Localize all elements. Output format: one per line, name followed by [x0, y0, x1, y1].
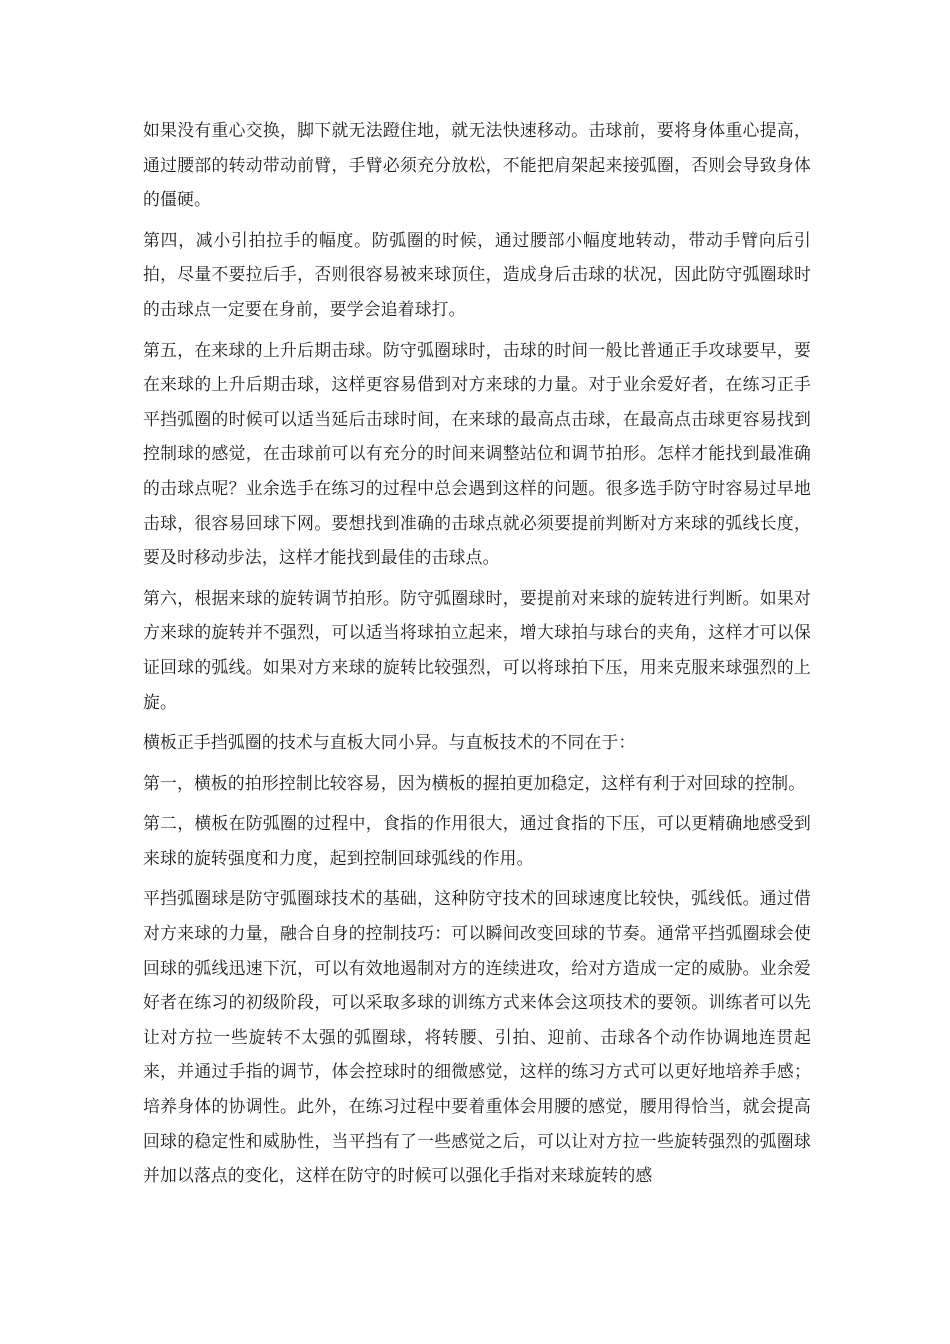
paragraph-1: 如果没有重心交换，脚下就无法蹬住地，就无法快速移动。击球前，要将身体重心提高，通过腰部的转动带动前臂，手臂必须充分放松，不能把肩架起来接弧圈，否则会导致身体的僵硬。	[143, 120, 811, 210]
paragraph-3: 第五，在来球的上升后期击球。防守弧圈球时，击球的时间一般比普通正手攻球要早，要在来球的上升后期击球，这样更容易借到对方来球的力量。对于业余爱好者，在练习正手平挡弧圈的时候可以适当延后击球时间，在来球的最高点击球，在最高点击球更容易找到控制球的感觉，在击球前可以有充分的时间来调整站位和调节拍形。怎样才能找到最准确的击球点呢？业余选手在练习的过程中总会遇到这样的问题。很多选手防守时容易过早地击球，很容易回球下网。要想找到准确的击球点就必须要提前判断对方来球的弧线长度，要及时移动步法，这样才能找到最佳的击球点。	[143, 339, 811, 568]
paragraph-8: 平挡弧圈球是防守弧圈球技术的基础，这种防守技术的回球速度比较快，弧线低。通过借对方来球的力量，融合自身的控制技巧：可以瞬间改变回球的节奏。通常平挡弧圈球会使回球的弧线迅速下沉，可以有效地遏制对方的连续进攻，给对方造成一定的威胁。业余爱好者在练习的初级阶段，可以采取多球的训练方式来体会这项技术的要领。训练者可以先让对方拉一些旋转不太强的弧圈球，将转腰、引拍、迎前、击球各个动作协调地连贯起来，并通过手指的调节，体会控球时的细微感觉，这样的练习方式可以更好地培养手感；培养身体的协调性。此外，在练习过程中要着重体会用腰的感觉，腰用得恰当，就会提高回球的稳定性和威胁性，当平挡有了一些感觉之后，可以让对方拉一些旋转强烈的弧圈球并加以落点的变化，这样在防守的时候可以强化手指对来球旋转的感	[143, 888, 811, 1186]
paragraph-4: 第六，根据来球的旋转调节拍形。防守弧圈球时，要提前对来球的旋转进行判断。如果对方来球的旋转并不强烈，可以适当将球拍立起来，增大球拍与球台的夹角，这样才可以保证回球的弧线。如果对方来球的旋转比较强烈，可以将球拍下压，用来克服来球强烈的上旋。	[143, 587, 811, 712]
paragraph-7: 第二，横板在防弧圈的过程中，食指的作用很大，通过食指的下压，可以更精确地感受到来球的旋转强度和力度，起到控制回球弧线的作用。	[143, 813, 811, 868]
paragraph-2: 第四，减小引拍拉手的幅度。防弧圈的时候，通过腰部小幅度地转动，带动手臂向后引拍，尽量不要拉后手，否则很容易被来球顶住，造成身后击球的状况，因此防守弧圈球时的击球点一定要在身前，要学会追着球打。	[143, 229, 811, 319]
paragraph-5: 横板正手挡弧圈的技术与直板大同小异。与直板技术的不同在于：	[143, 732, 636, 753]
document-body	[143, 113, 811, 1199]
paragraph-6: 第一，横板的拍形控制比较容易，因为横板的握拍更加稳定，这样有利于对回球的控制。	[143, 772, 806, 793]
